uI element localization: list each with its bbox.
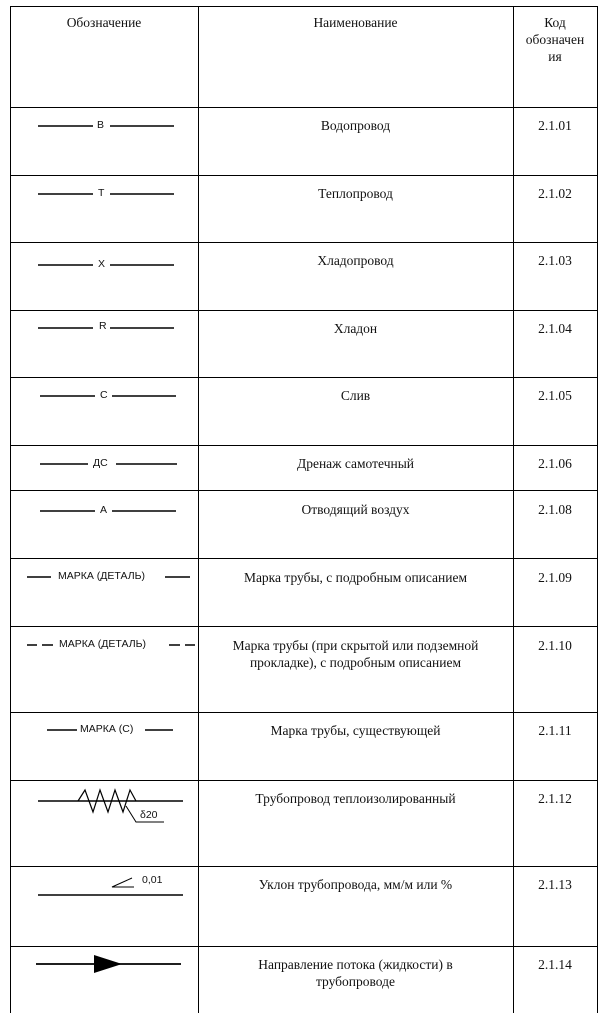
symbol-label: δ20	[140, 809, 158, 821]
symbol-label: МАРКА (ДЕТАЛЬ)	[59, 638, 146, 650]
row-code: 2.1.02	[538, 186, 572, 201]
pipe-line-symbol	[40, 503, 180, 519]
table-border-left	[10, 6, 11, 1013]
row-name: Хладон	[333, 321, 378, 336]
row-name: Марка трубы, с подробным описанием	[243, 570, 468, 585]
row-divider	[10, 946, 598, 947]
row-name: Трубопровод теплоизолированный	[255, 791, 456, 806]
header-name: Наименование	[313, 15, 398, 30]
symbol-label: МАРКА (С)	[80, 723, 134, 735]
row-code: 2.1.01	[538, 118, 572, 133]
row-name: Марка трубы, существующей	[270, 723, 441, 738]
row-name: Отводящий воздух	[301, 502, 410, 517]
row-divider	[10, 490, 598, 491]
row-divider	[10, 626, 598, 627]
header-code-line: Код	[544, 15, 566, 30]
insulated-pipe-symbol	[38, 786, 188, 846]
row-code: 2.1.13	[538, 877, 572, 892]
row-code: 2.1.06	[538, 456, 572, 471]
hidden-pipe-mark-symbol	[25, 637, 200, 653]
row-code: 2.1.14	[538, 957, 572, 972]
row-name: Дренаж самотечный	[297, 456, 414, 471]
row-divider	[10, 866, 598, 867]
row-code: 2.1.03	[538, 253, 572, 268]
flow-direction-arrow-icon	[36, 954, 186, 974]
table-border-right	[597, 6, 598, 1013]
row-name: Водопровод	[320, 118, 391, 133]
symbol-label: ДС	[93, 457, 108, 469]
symbol-label: МАРКА (ДЕТАЛЬ)	[58, 570, 145, 582]
row-code: 2.1.12	[538, 791, 572, 806]
row-name: Хладопровод	[317, 253, 394, 268]
row-divider	[10, 175, 598, 176]
row-name	[198, 637, 513, 671]
row-code: 2.1.04	[538, 321, 572, 336]
existing-pipe-mark-symbol	[45, 722, 185, 738]
row-divider	[10, 780, 598, 781]
row-name-line: Марка трубы (при скрытой или подземной	[232, 638, 479, 653]
symbol-label: Т	[98, 187, 105, 199]
row-divider	[10, 107, 598, 108]
row-divider	[10, 445, 598, 446]
row-divider	[10, 6, 598, 7]
pipe-line-symbol	[38, 118, 178, 134]
header-symbol: Обозначение	[66, 15, 142, 30]
symbol-label: С	[100, 389, 108, 401]
legend-table	[10, 6, 598, 1013]
header-code	[513, 14, 597, 65]
row-code: 2.1.08	[538, 502, 572, 517]
header-code-line: ия	[548, 49, 562, 64]
row-divider	[10, 558, 598, 559]
row-divider	[10, 242, 598, 243]
symbol-label: R	[99, 320, 107, 332]
row-divider	[10, 310, 598, 311]
pipe-mark-symbol	[25, 569, 195, 585]
header-code-line: обозначен	[525, 32, 585, 47]
row-name-line: трубопроводе	[315, 974, 396, 989]
row-name-line: Направление потока (жидкости) в	[258, 957, 453, 972]
row-code: 2.1.05	[538, 388, 572, 403]
pipe-line-symbol	[38, 320, 178, 336]
row-divider	[10, 712, 598, 713]
symbol-label: Х	[98, 258, 106, 270]
row-name: Уклон трубопровода, мм/м или %	[258, 877, 453, 892]
row-name: Теплопровод	[318, 186, 393, 201]
row-divider	[10, 377, 598, 378]
symbol-label: В	[97, 119, 105, 131]
symbol-label: А	[100, 504, 108, 516]
row-code: 2.1.10	[538, 638, 572, 653]
row-code: 2.1.09	[538, 570, 572, 585]
pipe-line-symbol	[40, 456, 180, 472]
row-name-line: прокладке), с подробным описанием	[249, 655, 462, 670]
symbol-label: 0,01	[142, 874, 163, 886]
pipe-line-symbol	[38, 257, 178, 273]
row-name: Слив	[340, 388, 371, 403]
row-name	[198, 956, 513, 990]
pipe-line-symbol	[40, 388, 180, 404]
slope-symbol	[38, 872, 188, 902]
pipe-line-symbol	[38, 186, 178, 202]
row-code: 2.1.11	[538, 723, 572, 738]
